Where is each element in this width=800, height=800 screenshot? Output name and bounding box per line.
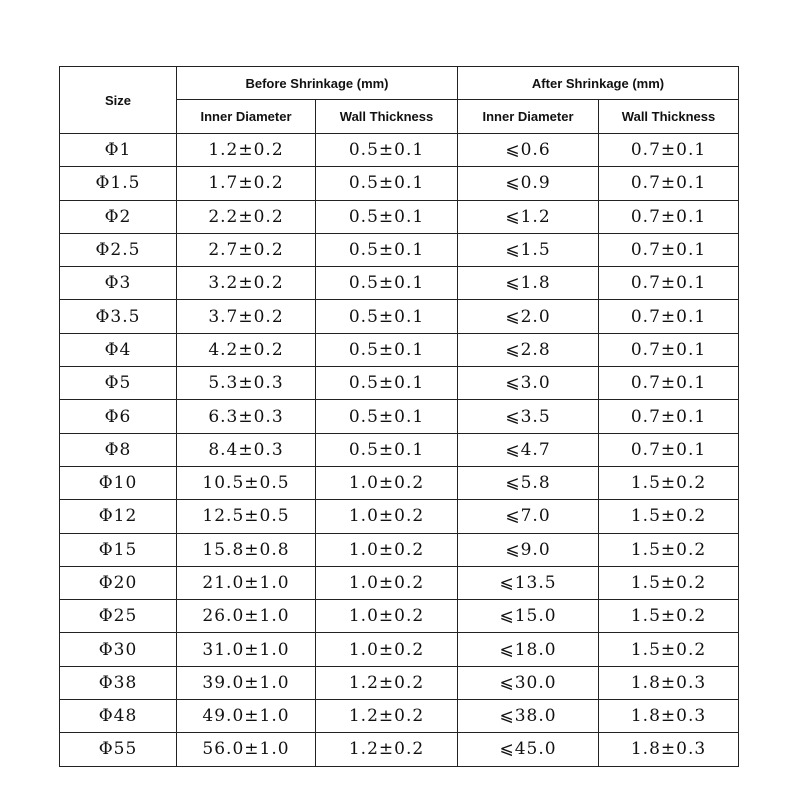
cell-before-inner-diameter: 2.2±0.2 [177, 200, 316, 233]
cell-after-wall-thickness: 1.8±0.3 [599, 733, 739, 766]
cell-before-inner-diameter: 1.7±0.2 [177, 167, 316, 200]
cell-after-wall-thickness: 1.5±0.2 [599, 500, 739, 533]
cell-after-inner-diameter: ⩽13.5 [458, 566, 599, 599]
table-row [60, 167, 739, 200]
cell-before-inner-diameter: 4.2±0.2 [177, 333, 316, 366]
cell-size: Φ12 [60, 500, 177, 533]
cell-after-wall-thickness: 0.7±0.1 [599, 300, 739, 333]
header-before-inner-diameter: Inner Diameter [177, 100, 316, 134]
cell-before-wall-thickness: 1.0±0.2 [316, 633, 458, 666]
cell-before-inner-diameter: 15.8±0.8 [177, 533, 316, 566]
cell-after-wall-thickness: 0.7±0.1 [599, 367, 739, 400]
cell-after-inner-diameter: ⩽1.5 [458, 233, 599, 266]
cell-after-wall-thickness: 1.5±0.2 [599, 566, 739, 599]
cell-size: Φ30 [60, 633, 177, 666]
cell-before-inner-diameter: 5.3±0.3 [177, 367, 316, 400]
cell-size: Φ3.5 [60, 300, 177, 333]
table-row [60, 400, 739, 433]
cell-before-wall-thickness: 0.5±0.1 [316, 167, 458, 200]
table-row [60, 633, 739, 666]
cell-after-inner-diameter: ⩽0.6 [458, 134, 599, 167]
cell-after-inner-diameter: ⩽18.0 [458, 633, 599, 666]
table-row [60, 500, 739, 533]
cell-before-inner-diameter: 49.0±1.0 [177, 700, 316, 733]
cell-size: Φ15 [60, 533, 177, 566]
header-size: Size [60, 67, 177, 134]
cell-after-wall-thickness: 0.7±0.1 [599, 267, 739, 300]
header-after-inner-diameter: Inner Diameter [458, 100, 599, 134]
cell-after-wall-thickness: 0.7±0.1 [599, 233, 739, 266]
cell-after-inner-diameter: ⩽15.0 [458, 600, 599, 633]
shrinkage-spec-table [59, 66, 739, 767]
cell-after-wall-thickness: 0.7±0.1 [599, 200, 739, 233]
cell-size: Φ1.5 [60, 167, 177, 200]
table-body [60, 134, 739, 767]
cell-before-inner-diameter: 6.3±0.3 [177, 400, 316, 433]
cell-size: Φ25 [60, 600, 177, 633]
cell-after-inner-diameter: ⩽2.0 [458, 300, 599, 333]
header-after-shrinkage: After Shrinkage (mm) [458, 67, 739, 100]
cell-before-wall-thickness: 0.5±0.1 [316, 200, 458, 233]
cell-after-wall-thickness: 0.7±0.1 [599, 433, 739, 466]
cell-size: Φ6 [60, 400, 177, 433]
table-row [60, 700, 739, 733]
cell-before-wall-thickness: 0.5±0.1 [316, 233, 458, 266]
cell-size: Φ38 [60, 666, 177, 699]
cell-size: Φ20 [60, 566, 177, 599]
cell-size: Φ2.5 [60, 233, 177, 266]
cell-after-wall-thickness: 1.5±0.2 [599, 466, 739, 499]
cell-before-inner-diameter: 1.2±0.2 [177, 134, 316, 167]
cell-after-wall-thickness: 0.7±0.1 [599, 167, 739, 200]
cell-after-inner-diameter: ⩽2.8 [458, 333, 599, 366]
cell-after-inner-diameter: ⩽3.0 [458, 367, 599, 400]
cell-before-inner-diameter: 10.5±0.5 [177, 466, 316, 499]
table-row [60, 600, 739, 633]
cell-before-wall-thickness: 1.2±0.2 [316, 733, 458, 766]
cell-before-inner-diameter: 3.7±0.2 [177, 300, 316, 333]
cell-after-inner-diameter: ⩽38.0 [458, 700, 599, 733]
cell-before-inner-diameter: 3.2±0.2 [177, 267, 316, 300]
header-row-group [60, 67, 739, 100]
table-row [60, 533, 739, 566]
cell-after-inner-diameter: ⩽1.8 [458, 267, 599, 300]
cell-after-wall-thickness: 1.5±0.2 [599, 533, 739, 566]
cell-after-inner-diameter: ⩽4.7 [458, 433, 599, 466]
cell-before-inner-diameter: 21.0±1.0 [177, 566, 316, 599]
cell-after-wall-thickness: 0.7±0.1 [599, 333, 739, 366]
cell-after-wall-thickness: 1.5±0.2 [599, 633, 739, 666]
cell-after-inner-diameter: ⩽30.0 [458, 666, 599, 699]
cell-size: Φ2 [60, 200, 177, 233]
cell-before-wall-thickness: 0.5±0.1 [316, 367, 458, 400]
cell-before-wall-thickness: 1.0±0.2 [316, 466, 458, 499]
cell-after-inner-diameter: ⩽5.8 [458, 466, 599, 499]
cell-size: Φ4 [60, 333, 177, 366]
cell-before-inner-diameter: 12.5±0.5 [177, 500, 316, 533]
table-header [60, 67, 739, 134]
cell-after-inner-diameter: ⩽3.5 [458, 400, 599, 433]
header-before-shrinkage: Before Shrinkage (mm) [177, 67, 458, 100]
cell-size: Φ1 [60, 134, 177, 167]
cell-before-inner-diameter: 8.4±0.3 [177, 433, 316, 466]
table-row [60, 267, 739, 300]
table-row [60, 466, 739, 499]
header-before-wall-thickness: Wall Thickness [316, 100, 458, 134]
cell-after-inner-diameter: ⩽9.0 [458, 533, 599, 566]
cell-before-wall-thickness: 1.0±0.2 [316, 566, 458, 599]
table-row [60, 433, 739, 466]
cell-before-inner-diameter: 2.7±0.2 [177, 233, 316, 266]
table-row [60, 733, 739, 766]
cell-size: Φ55 [60, 733, 177, 766]
cell-before-wall-thickness: 0.5±0.1 [316, 267, 458, 300]
cell-after-inner-diameter: ⩽0.9 [458, 167, 599, 200]
table-row [60, 200, 739, 233]
cell-after-wall-thickness: 0.7±0.1 [599, 400, 739, 433]
cell-size: Φ48 [60, 700, 177, 733]
cell-after-inner-diameter: ⩽45.0 [458, 733, 599, 766]
cell-before-wall-thickness: 0.5±0.1 [316, 300, 458, 333]
table-row [60, 233, 739, 266]
cell-size: Φ3 [60, 267, 177, 300]
cell-after-inner-diameter: ⩽1.2 [458, 200, 599, 233]
table-row [60, 134, 739, 167]
cell-before-wall-thickness: 1.0±0.2 [316, 500, 458, 533]
cell-size: Φ10 [60, 466, 177, 499]
cell-before-inner-diameter: 39.0±1.0 [177, 666, 316, 699]
cell-before-wall-thickness: 1.0±0.2 [316, 533, 458, 566]
cell-after-wall-thickness: 0.7±0.1 [599, 134, 739, 167]
cell-size: Φ8 [60, 433, 177, 466]
cell-before-wall-thickness: 0.5±0.1 [316, 134, 458, 167]
table-row [60, 666, 739, 699]
header-after-wall-thickness: Wall Thickness [599, 100, 739, 134]
cell-before-wall-thickness: 0.5±0.1 [316, 400, 458, 433]
cell-after-wall-thickness: 1.8±0.3 [599, 666, 739, 699]
cell-before-wall-thickness: 1.2±0.2 [316, 666, 458, 699]
table-row [60, 566, 739, 599]
cell-after-wall-thickness: 1.5±0.2 [599, 600, 739, 633]
cell-before-wall-thickness: 1.2±0.2 [316, 700, 458, 733]
table-row [60, 333, 739, 366]
cell-before-inner-diameter: 26.0±1.0 [177, 600, 316, 633]
cell-before-wall-thickness: 0.5±0.1 [316, 333, 458, 366]
table-row [60, 367, 739, 400]
table-row [60, 300, 739, 333]
cell-after-wall-thickness: 1.8±0.3 [599, 700, 739, 733]
cell-before-wall-thickness: 0.5±0.1 [316, 433, 458, 466]
cell-before-inner-diameter: 31.0±1.0 [177, 633, 316, 666]
cell-before-wall-thickness: 1.0±0.2 [316, 600, 458, 633]
cell-before-inner-diameter: 56.0±1.0 [177, 733, 316, 766]
cell-size: Φ5 [60, 367, 177, 400]
cell-after-inner-diameter: ⩽7.0 [458, 500, 599, 533]
